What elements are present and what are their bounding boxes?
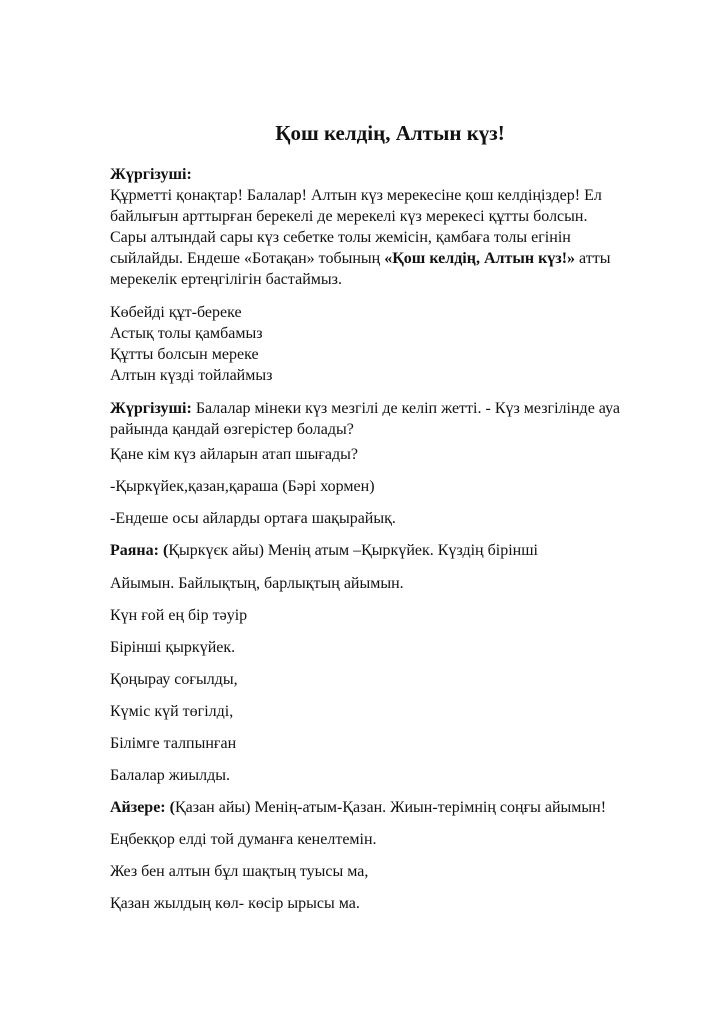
verse-line: Күміс күй төгілді, — [110, 703, 234, 720]
verse-line: Бірінші қыркүйек. — [110, 639, 236, 656]
poem — [110, 302, 680, 386]
intro-line — [110, 248, 680, 269]
verse-line: Қазан жылдың көл- көсір ырысы ма. — [110, 895, 360, 912]
verse-line: Білімге талпынған — [110, 735, 237, 752]
intro-line: байлығын арттырған берекелі де мерекелі күз мерекесі құтты болсын. — [110, 208, 588, 225]
event-name: «Қош келдің, Алтын күз!» — [384, 250, 576, 267]
aizere-text: Қазан айы) Менің-атым-Қазан. Жиын-терімнің соңғы айымын! — [174, 799, 607, 816]
speaker-label: Айзере: ( — [110, 799, 175, 816]
rayana-text: Қыркүєк айы) Менің атым –Қыркүйек. Күздің бірінші — [168, 542, 538, 559]
poem-line: Көбейді құт-береке — [110, 304, 242, 321]
host-text: Балалар мінеки күз мезгілі де келіп жетті. - Күз мезгілінде ауа — [191, 400, 620, 417]
speaker-label: Жүргізуші: — [110, 400, 192, 417]
verse-line: Қоңырау соғылды, — [110, 671, 238, 688]
document-title: Қош келдің, Алтын күз! — [275, 121, 505, 145]
verse-line: Күн ғой ең бір тәуір — [110, 607, 248, 624]
speaker-label: Жүргізуші: — [110, 166, 192, 183]
speaker-label: Раяна: ( — [110, 542, 169, 559]
poem-line: Алтын күзді тойлаймыз — [110, 367, 273, 384]
intro-line: мерекелік ертеңгілігін бастаймыз. — [110, 271, 342, 288]
text-line: -Қыркүйек,қазан,қараша (Бәрі хормен) — [110, 478, 375, 495]
verse-line: Еңбекқор елді той думанға кенелтемін. — [110, 831, 377, 848]
intro-paragraph — [110, 164, 680, 290]
verse-line: Айымын. Байлықтың, барлықтың айымын. — [110, 575, 404, 592]
rayana-line — [110, 542, 538, 560]
verse-line: Жез бен алтын бұл шақтың туысы ма, — [110, 863, 369, 880]
host-line: райында қандай өзгерістер болады? — [110, 421, 354, 438]
poem-line: Астық толы қамбамыз — [110, 325, 263, 342]
verse-line: Балалар жиылды. — [110, 767, 230, 784]
intro-text: сыйлайды. Ендеше «Ботақан» тобының — [110, 250, 385, 267]
intro-text: атты — [575, 250, 611, 267]
aizere-line — [110, 799, 606, 817]
intro-line: Құрметті қонақтар! Балалар! Алтын күз мерекесіне қош келдіңіздер! Ел — [110, 187, 602, 204]
text-line: -Ендеше осы айларды ортаға шақырайық. — [110, 510, 396, 527]
host-line — [110, 398, 680, 419]
intro-line: Сары алтындай сары күз себетке толы жемісін, қамбаға толы егінін — [110, 229, 571, 246]
host-paragraph — [110, 398, 680, 440]
poem-line: Құтты болсын мереке — [110, 346, 259, 363]
text-line: Қане кім күз айларын атап шығады? — [110, 446, 358, 463]
